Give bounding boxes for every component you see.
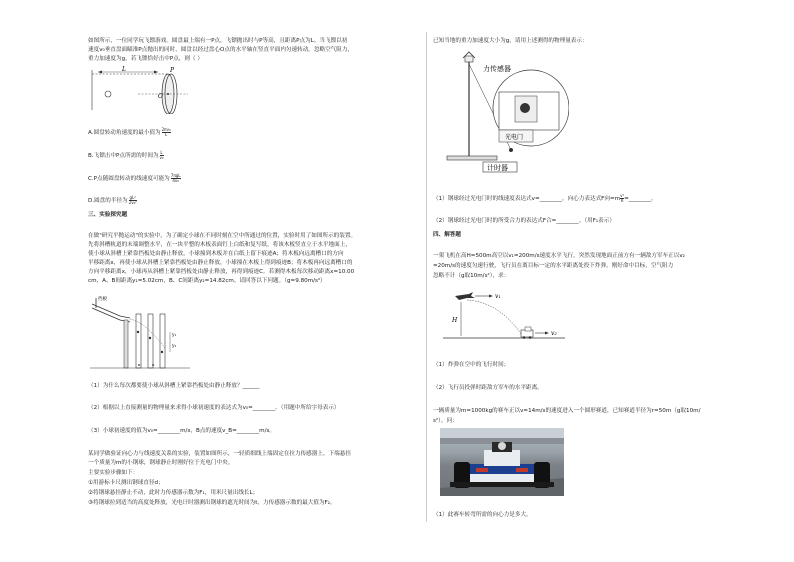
force-sensor-figure [439,50,569,178]
q1-frac-num: v² [620,193,625,198]
exp2-line-5: ②将钢球悬挂静止不动，此时力传感器示数为F₁，用米尺量出线长L； [88,490,259,496]
plane-bomb-figure [439,286,569,342]
sensor-question-2: （2）钢球经过光电门时的所受合力的表达式F合=________。（用F₁表示） [433,218,615,224]
fig3-label-v2: v₂ [551,330,557,337]
dart-disk-figure [88,64,198,114]
option-d-den: 2v₀² [128,200,137,205]
exp1-line-4: 平移距离x，再使小球从斜槽上紧靠挡板处由静止释放，小球撞在木板上得到痕迹B；将木板再向远离槽口的 [88,260,353,266]
intro-line-1: 如图所示，一位同学玩飞镖游戏。圆盘最上端有一P点，飞镖抛出时与P等高，且距离P点为L。当飞镖以初 [88,38,348,44]
prob1-question-1: （1）炸弹在空中的飞行时间； [433,362,510,368]
exp2-line-4: ①用游标卡尺测出钢球直径d； [88,480,164,486]
exp2-line-6: ③将钢球拉到适当的高度处释放，光电计时器测出钢球的遮光时间为t，力传感器示数的最大值为F₂。 [88,500,336,506]
option-d-num: gL² [129,195,136,200]
prob1-line-1: 一架飞机在高H=500m高空以v₁=200m/s速度水平飞行，突然发现地面正前方有一辆敌方军车正以v₂ [433,253,685,259]
projectile-apparatus-figure [90,292,190,370]
option-c-den: 4v₀ [172,178,179,183]
exp1-question-2: （2）根据以上直接测量的物理量来求得小球初速度的表达式为v₀=________。（用题中所给字母表示） [88,405,340,411]
column-divider [426,32,427,522]
option-c-num: 7πgL [170,173,181,178]
fig3-label-v1: v₁ [495,293,501,300]
intro-line-3: 重力加速度为g，若飞镖恰好击中P点，则（ ） [88,56,203,62]
right-intro: 已知当地的重力加速度大小为g，请用上述测得的物理量表示： [433,38,588,44]
exp1-line-2: 先将斜槽轨道的末端调整水平，在一块平整的木板表面钉上白纸和复写纸。将该木板竖直立于水平地面上， [88,242,351,248]
svg-text:y₂: y₂ [172,344,177,349]
prob1-line-3: 忽略不计（g取10m/s²），求： [433,273,510,279]
race-car-illustration [440,428,564,496]
exp1-question-3: （3）小球初速度的值为v₀=________m/s，B点的速度v_B=________m/s。 [88,428,276,434]
intro-line-2: 速度v₀垂直盘面瞄准P点抛出的同时，圆盘以经过盘心O点的水平轴在竖直平面内匀速转动。忽略空气阻力， [88,47,354,53]
exp1-line-5: 方向平移距离x，小球再从斜槽上紧靠挡板处由静止释放，再得到痕迹C。若测得木板每次移动距离x=10.00 [88,269,355,275]
fig1-label-P: P [170,67,175,74]
svg-text:y₁: y₁ [172,333,177,338]
fig1-label-L: L [122,66,126,73]
prob2-line-2: s²），问： [433,418,458,424]
option-b-den: v₀ [159,155,164,160]
prob2-question-1: （1）此赛车转弯所需的向心力是多大。 [433,512,532,518]
fig1-label-O: O [158,93,163,100]
sensor-question-1: （1）钢球经过光电门时的线速度表达式v=________，向心力表达式F向=m $\frac{\text{v²}}{R}$ =________。 [433,193,657,203]
option-d: D.圆盘的半径为 $\frac{\text{gL²}}{\text{2v₀²}}$ [88,195,137,205]
exp2-line-3: 主要实验步骤如下： [88,470,139,476]
exp2-line-2: 一个质量为m的小钢球，钢球静止时刚好位于光电门中央。 [88,460,234,466]
option-a-num: 2πv₀ [161,127,171,132]
prob1-line-2: =20m/s的速度匀速行驶，飞行员在离目标一定的水平距离处投下炸弹，刚好命中目标，空气阻力 [433,263,674,269]
label-timer: 计时器 [487,164,508,172]
fig2-label-baffle: 挡板 [98,297,107,302]
label-photogate: 光电门 [505,134,524,141]
option-b-num: L [160,150,163,155]
prob2-line-1: 一辆质量为m=1000kg的赛车正以v=14m/s的速度进入一个圆形赛道，已知赛道半径为r=50m（g取10m/ [433,408,701,414]
fig3-label-H: H [452,317,458,324]
exp1-line-3: 使小球从斜槽上紧靠挡板处由静止释放，小球撞到木板并在白纸上留下痕迹A；将木板向远离槽口的方向 [88,251,344,257]
svg-text:x: x [152,362,155,367]
option-a-den: L [164,132,168,137]
option-a: A.圆盘转动角速度的最小值为 $\frac{\text{2πv₀}}{L}$ [88,127,171,137]
svg-text:x: x [138,362,141,367]
section-3-heading: 三、实验探究题 [88,212,128,218]
section-4-heading: 四、解答题 [433,232,461,238]
option-b: B.飞镖击中P点所需的时间为 $\frac{L}{\text{v₀}}$ [88,150,164,160]
q1-frac-den: R [620,198,624,203]
prob1-question-2: （2）飞行员投弹时距敌方军车的水平距离。 [433,385,543,391]
exp2-line-1: 某同学做验证向心力与线速度关系的实验，装置如图所示，一轻质细线上端固定在拉力传感器上，下端悬挂 [88,451,351,457]
option-c: C.P点随圆盘转动的线速度可能为 7πgL 4v₀ [88,173,181,183]
race-car-photo [440,428,564,496]
exp1-line-1: 在做"研究平抛运动"的实验中，为了确定小球在不同时刻在空中所通过的位置，实验时用了如图所示的装置。 [88,233,357,239]
label-force-sensor: 力传感器 [483,65,511,73]
exp1-line-6: cm，A、B间距离y₁=5.02cm，B、C间距离y₂=14.82cm。请回答以下问题。（g=9.80m/s²） [88,278,326,284]
exp1-question-1: （1）为什么每次都要使小球从斜槽上紧靠挡板处由静止释放？______ [88,383,260,389]
